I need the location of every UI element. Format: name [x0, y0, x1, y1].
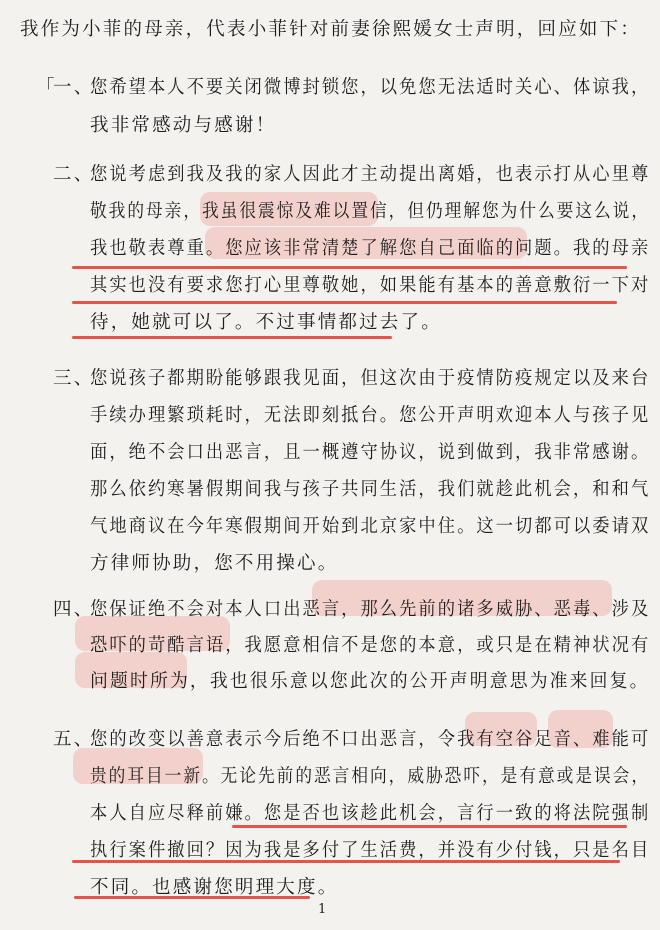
paragraph-index: 一、	[53, 77, 95, 98]
underline-mark	[72, 336, 392, 339]
paragraph-line: 敬我的母亲，我虽很震惊及难以置信，但仍理解您为什么要这么说，	[90, 201, 651, 222]
paragraph-line: 手续办理繁琐耗时，无法即刻抵台。您公开声明欢迎本人与孩子见	[90, 405, 651, 426]
open-quote: 「	[36, 77, 57, 98]
paragraph-line: 贵的耳目一新。无论先前的恶言相向，威胁恐吓，是有意或是误会，	[90, 766, 651, 787]
paragraph-line: 面，绝不会口出恶言，且一概遵守协议，说到做到，我非常感谢。	[90, 442, 651, 463]
paragraph-index: 二、	[53, 164, 95, 185]
page-number: 1	[318, 902, 327, 917]
paragraph-index: 五、	[53, 729, 95, 750]
paragraph-line: 执行案件撤回？因为我是多付了生活费，并没有少付钱，只是名目	[90, 840, 651, 861]
paragraph-line: 您保证绝不会对本人口出恶言，那么先前的诸多威胁、恶毒、涉及	[90, 599, 651, 620]
paragraph-line: 您的改变以善意表示今后绝不口出恶言，令我有空谷足音、难能可	[90, 729, 651, 750]
paragraph-line: 恐吓的苛酷言语，我愿意相信不是您的本意，或只是在精神状况有	[90, 635, 651, 656]
underline-mark	[72, 301, 617, 304]
paragraph-line: 您说孩子都期盼能够跟我见面，但这次由于疫情防疫规定以及来台	[90, 368, 651, 389]
paragraph-index: 四、	[53, 599, 95, 620]
paragraph-line: 我也敬表尊重。您应该非常清楚了解您自己面临的问题。我的母亲	[90, 238, 651, 259]
paragraph-line: 那么依约寒暑假期间我与孩子共同生活，我们就趁此机会，和和气	[90, 479, 651, 500]
paragraph-line: 气地商议在今年寒假期间开始到北京家中住。这一切都可以委请双	[90, 516, 651, 537]
paragraph-line: 不同。也感谢您明理大度。	[90, 877, 339, 898]
underline-mark	[74, 896, 310, 899]
intro-line: 我作为小菲的母亲，代表小菲针对前妻徐熙媛女士声明，回应如下：	[20, 19, 642, 40]
paragraph-line: 您说考虑到我及我的家人因此才主动提出离婚，也表示打从心里尊	[90, 164, 651, 185]
paragraph-line: 问题时所为，我也很乐意以您此次的公开声明意思为准来回复。	[90, 671, 650, 692]
paragraph-line: 本人自应尽释前嫌。您是否也该趁此机会，言行一致的将法院强制	[90, 803, 651, 824]
underline-mark	[72, 266, 627, 269]
underline-mark	[72, 860, 620, 863]
paragraph-line: 其实也没有要求您打心里尊敬她，如果能有基本的善意敷衍一下对	[90, 275, 651, 296]
paragraph-line: 待，她就可以了。不过事情都过去了。	[90, 312, 442, 333]
paragraph-line: 您希望本人不要关闭微博封锁您，以免您无法适时关心、体谅我，	[90, 77, 651, 98]
paragraph-line: 我非常感动与感谢！	[90, 115, 277, 136]
underline-mark	[232, 825, 627, 828]
paragraph-index: 三、	[53, 368, 95, 389]
paragraph-line: 方律师协助，您不用操心。	[90, 553, 339, 574]
